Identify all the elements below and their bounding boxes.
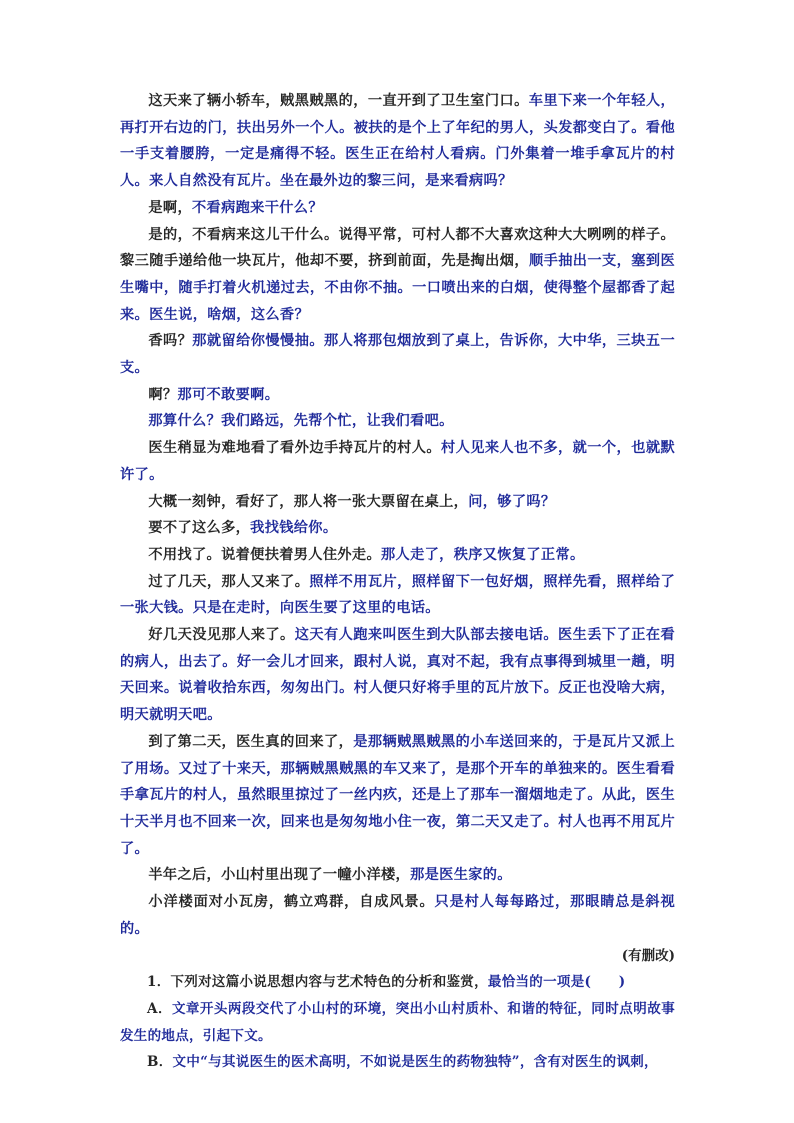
question-text-highlight: 文中“与其说医生的医术高明，不如说是医生的药物独特”，含有对医生的讽刺， (172, 1054, 658, 1071)
paragraph-text-highlight: 这天有人跑来叫医生到大队部去接电话。医生丢下了正在看的病人，出去了。好一会儿才回来，跟村人说，真对不起，我有点事得到城里一趟，明天回来。说着收拾东西，匆匆出门。村人便只好将手里的瓦片放下。反正也没啥大病，明天就明天吧。 (120, 627, 675, 724)
question-text-highlight: 最恰当的一项是( ) (487, 974, 626, 991)
story-paragraph (120, 382, 675, 409)
story-paragraph (120, 862, 675, 889)
paragraph-text-part: 大概一刻钟，看好了，那人将一张大票留在桌上， (148, 493, 469, 510)
paragraph-text-highlight: 照样不用瓦片，照样留下一包好烟，照样先看，照样给了一张大钱。只是在走时，向医生要了这里的电话。 (120, 573, 675, 617)
paragraph-text-part: 不用找了。说着便扶着男人住外走。 (148, 546, 381, 563)
story-paragraph (120, 729, 675, 863)
paragraph-text-part: 啊？ (148, 386, 178, 403)
story-paragraph (120, 889, 675, 942)
story-paragraph (120, 515, 675, 542)
story-paragraph (120, 435, 675, 488)
paragraph-text-part: 到了第二天，医生真的回来了， (148, 733, 354, 750)
paragraph-text-part: 医生稍显为难地看了看外边手持瓦片的村人。 (148, 440, 441, 457)
paragraph-text-part: 是啊， (148, 199, 193, 216)
source-note: (有删改) (621, 947, 675, 964)
paragraph-text-highlight: 那是医生家的。 (410, 867, 512, 884)
paragraph-text-part: 半年之后，小山村里出现了一幢小洋楼， (148, 867, 411, 884)
paragraph-text-part: 要不了这么多， (148, 520, 251, 537)
paragraph-text-highlight: 问，够了吗？ (468, 493, 556, 510)
paragraph-text-highlight: 那可不敢要啊。 (177, 386, 280, 403)
story-paragraph (120, 408, 675, 435)
questions-section (120, 969, 675, 1076)
story-paragraph (120, 569, 675, 622)
question-text-highlight: 文章开头两段交代了小山村的环境，突出小山村质朴、和谐的特征，同时点明故事发生的地点，引起下文。 (120, 1000, 675, 1044)
question-option (120, 1049, 675, 1076)
story-paragraph (120, 328, 675, 381)
paragraph-text-highlight: 不看病跑来干什么？ (192, 199, 323, 216)
paragraph-text-highlight: 那人走了，秩序又恢复了正常。 (381, 546, 585, 563)
paragraph-text-highlight: 车里下来一个年轻人，再打开右边的门，扶出另外一个人。被扶的是个上了年纪的男人，头发都变白了。看他一手支着腰胯，一定是痛得不轻。医生正在给村人看病。门外集着一堆手拿瓦片的村人。来人自然没有瓦片。坐在最外边的黎三问，是来看病吗？ (120, 93, 675, 190)
question-text-part: A． (147, 1000, 172, 1017)
question-stem (120, 969, 675, 996)
paragraph-text-highlight: 那就留给你慢慢抽。那人将那包烟放到了桌上，告诉你，大中华，三块五一支。 (120, 333, 675, 377)
paragraph-text-highlight: 村人见来人也不多，就一个，也就默许了。 (120, 440, 675, 483)
story-paragraph (120, 195, 675, 222)
paragraph-text-part: 小洋楼面对小瓦房，鹤立鸡群，自成风景。 (148, 894, 435, 911)
paragraph-text-part: 好几天没见那人来了。 (148, 627, 295, 644)
story-body (120, 88, 675, 943)
paragraph-text-highlight: 只是村人每每路过，那眼睛总是斜视的。 (120, 894, 675, 937)
question-text-part: B． (147, 1054, 173, 1071)
paragraph-text-highlight: 我找钱给你。 (250, 520, 338, 537)
paragraph-text-part: 香吗？ (148, 333, 193, 350)
paragraph-text-highlight: 那算什么？我们路远，先帮个忙，让我们看吧。 (148, 413, 454, 430)
question-text-part: 1．下列对这篇小说思想内容与艺术特色的分析和鉴赏， (147, 974, 488, 991)
paragraph-text-highlight: 顺手抽出一支，塞到医生嘴中，随手打着火机递过去，不由你不抽。一口喷出来的白烟，使得整个屋都香了起来。医生说，啥烟，这么香？ (120, 253, 675, 323)
story-paragraph (120, 88, 675, 195)
paragraph-text-highlight: 是那辆贼黑贼黑的小车送回来的，于是瓦片又派上了用场。又过了十来天，那辆贼黑贼黑的车又来了，是那个开车的单独来的。医生看看手拿瓦片的村人，虽然眼里掠过了一丝内疚，还是上了那车一溜烟地走了。从此，医生十天半月也不回来一次，回来也是匆匆地小住一夜，第二天又走了。村人也再不用瓦片了。 (120, 733, 675, 857)
paragraph-text-part: 过了几天，那人又来了。 (148, 573, 310, 590)
story-paragraph (120, 222, 675, 329)
story-paragraph (120, 542, 675, 569)
paragraph-text-part: 是的，不看病来这儿干什么。说得平常，可村人都不大喜欢这种大大咧咧的样子。黎三随手递给他一块瓦片，他却不要，挤到前面，先是掏出烟， (120, 226, 675, 270)
document-page (120, 88, 675, 1076)
question-option (120, 996, 675, 1049)
paragraph-text-part: 这天来了辆小轿车，贼黑贼黑的，一直开到了卫生室门口。 (148, 93, 529, 109)
story-paragraph (120, 489, 675, 516)
story-paragraph (120, 622, 675, 729)
